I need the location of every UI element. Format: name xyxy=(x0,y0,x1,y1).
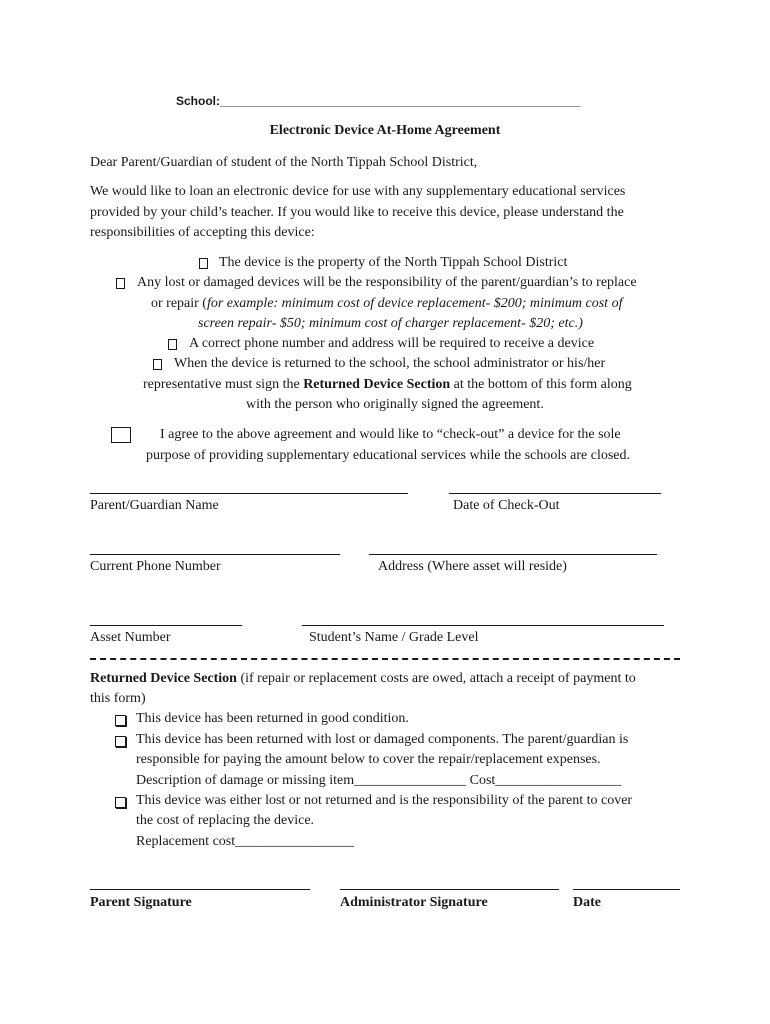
intro-line-1: We would like to loan an electronic device for use with any supplementary educational services xyxy=(90,184,626,199)
admin-signature-label: Administrator Signature xyxy=(340,895,488,910)
option-damaged-line-3: Description of damage or missing item________________ Cost__________________ xyxy=(136,773,622,788)
responsibility-1: The device is the property of the North Tippah School District xyxy=(219,255,568,270)
address-line[interactable] xyxy=(369,554,657,555)
agreement-line-2: purpose of providing supplementary educational services while the schools are closed. xyxy=(146,448,631,463)
section-divider xyxy=(90,658,680,660)
address-label: Address (Where asset will reside) xyxy=(378,559,567,574)
responsibility-4-line-2: representative must sign the Returned Device Section at the bottom of this form along xyxy=(143,377,632,392)
student-name-line[interactable] xyxy=(302,625,664,626)
agreement-checkbox[interactable] xyxy=(111,427,131,443)
returned-section-heading: Returned Device Section (if repair or replacement costs are owed, attach a receipt of payment to xyxy=(90,671,636,686)
admin-signature-line[interactable] xyxy=(340,889,559,890)
responsibility-4-line-3: with the person who originally signed the agreement. xyxy=(246,397,544,412)
intro-line-2: provided by your child’s teacher. If you would like to receive this device, please understand the xyxy=(90,205,624,220)
page-title: Electronic Device At-Home Agreement xyxy=(269,123,501,138)
responsibility-2-line-2: or repair (for example: minimum cost of device replacement- $200; minimum cost of xyxy=(151,296,623,311)
parent-signature-label: Parent Signature xyxy=(90,895,192,910)
returned-section-heading-cont: this form) xyxy=(90,691,146,706)
responsibility-2-line-3: screen repair- $50; minimum cost of charger replacement- $20; etc.) xyxy=(198,316,583,331)
option-lost-line-2: the cost of replacing the device. xyxy=(136,813,315,828)
asset-number-label: Asset Number xyxy=(90,630,171,645)
intro-line-3: responsibilities of accepting this device: xyxy=(90,225,315,240)
student-name-label: Student’s Name / Grade Level xyxy=(309,630,479,645)
salutation: Dear Parent/Guardian of student of the North Tippah School District, xyxy=(90,155,478,170)
bullet-icon xyxy=(199,258,208,269)
bullet-icon xyxy=(116,278,125,289)
bullet-icon xyxy=(168,339,177,350)
school-field-label: School:______________________________________________________ xyxy=(176,94,581,108)
option-good-condition: This device has been returned in good condition. xyxy=(136,711,409,726)
parent-name-label: Parent/Guardian Name xyxy=(90,498,219,513)
checkout-date-label: Date of Check-Out xyxy=(453,498,560,513)
signature-date-line[interactable] xyxy=(573,889,680,890)
phone-label: Current Phone Number xyxy=(90,559,221,574)
option-lost-line-1: This device was either lost or not returned and is the responsibility of the parent to cover xyxy=(136,793,633,808)
asset-number-line[interactable] xyxy=(90,625,242,626)
responsibility-3: A correct phone number and address will be required to receive a device xyxy=(189,336,595,351)
bullet-icon xyxy=(153,359,162,370)
option-damaged-line-2: responsible for paying the amount below to cover the repair/replacement expenses. xyxy=(136,752,601,767)
agreement-line-1: I agree to the above agreement and would like to “check-out” a device for the sole xyxy=(160,427,621,442)
parent-signature-line[interactable] xyxy=(90,889,310,890)
responsibility-2-line-1: Any lost or damaged devices will be the responsibility of the parent/guardian’s to replace xyxy=(137,275,637,290)
responsibility-4-line-1: When the device is returned to the school, the school administrator or his/her xyxy=(174,356,606,371)
checkout-date-line[interactable] xyxy=(449,493,661,494)
option-damaged-line-1: This device has been returned with lost or damaged components. The parent/guardian is xyxy=(136,732,629,747)
signature-date-label: Date xyxy=(573,895,601,910)
option-checkbox-lost[interactable] xyxy=(115,797,126,808)
phone-line[interactable] xyxy=(90,554,340,555)
parent-name-line[interactable] xyxy=(90,493,408,494)
option-checkbox-good-condition[interactable] xyxy=(115,715,126,726)
option-lost-line-3: Replacement cost_________________ xyxy=(136,834,355,849)
option-checkbox-damaged[interactable] xyxy=(115,736,126,747)
